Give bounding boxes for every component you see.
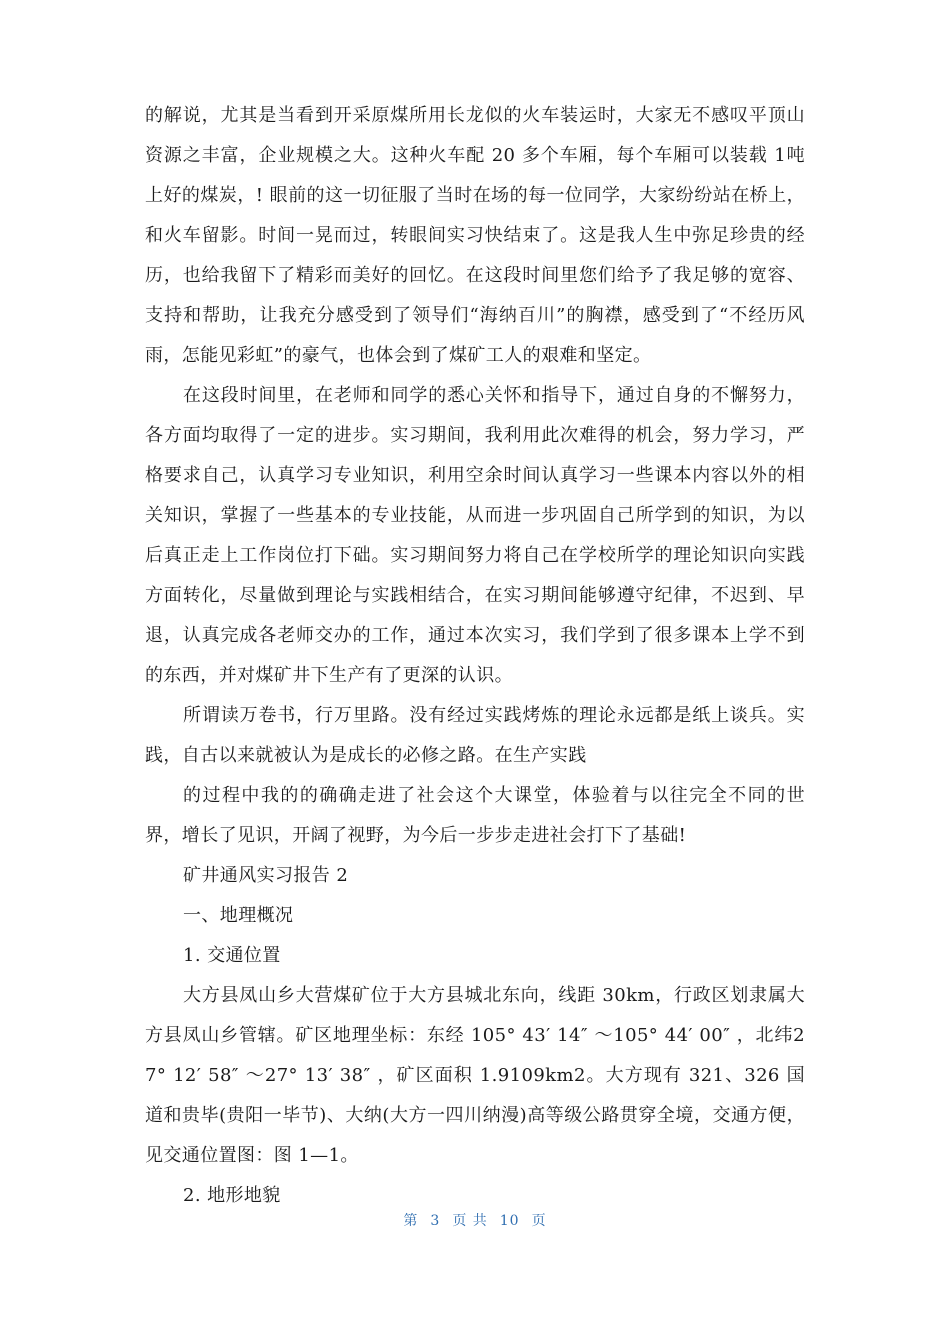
paragraph-transport: 大方县凤山乡大营煤矿位于大方县城北东向，线距 30km，行政区划隶属大方县凤山乡管辖。矿区地理坐标：东经 105° 43′ 14″ ～105° 44′ 00″ ，北纬27° 12′ 58″ ～27° 13′ 38″ ，矿区面积 1.9109km2。大方现有 321、326 国道和贵毕(贵阳一毕节)、大纳(大方一四川纳漫)高等级公路贯穿全境，交通方便，见交通位置图：图 1—1。 <box>145 985 805 1166</box>
footer-label-of: 页 共 <box>452 1213 488 1229</box>
paragraph-4: 的过程中我的的确确走进了社会这个大课堂，体验着与以往完全不同的世界，增长了见识，开阔了视野，为今后一步步走进社会打下了基础! <box>145 785 805 846</box>
footer-total-pages: 10 <box>499 1213 520 1229</box>
heading-terrain: 2. 地形地貌 <box>183 1185 281 1206</box>
document-body <box>145 96 805 1216</box>
footer-label-pages: 页 <box>531 1213 547 1229</box>
footer-current-page: 3 <box>430 1213 441 1229</box>
paragraph-1: 的解说，尤其是当看到开采原煤所用长龙似的火车装运时，大家无不感叹平顶山资源之丰富，企业规模之大。这种火车配 20 多个车厢，每个车厢可以装载 1吨上好的煤炭，! 眼前的这一切征服了当时在场的每一位同学，大家纷纷站在桥上，和火车留影。时间一晃而过，转眼间实习快结束了。这是我人生中弥足珍贵的经历，也给我留下了精彩而美好的回忆。在这段时间里您们给予了我足够的宽容、支持和帮助，让我充分感受到了领导们“海纳百川”的胸襟，感受到了“不经历风雨，怎能见彩虹”的豪气，也体会到了煤矿工人的艰难和坚定。 <box>145 105 805 366</box>
section-title: 矿井通风实习报告 2 <box>183 865 349 886</box>
heading-transport: 1. 交通位置 <box>183 945 281 966</box>
footer-label-page: 第 <box>403 1213 419 1229</box>
heading-geography: 一、地理概况 <box>183 905 294 926</box>
paragraph-2: 在这段时间里，在老师和同学的悉心关怀和指导下，通过自身的不懈努力，各方面均取得了一定的进步。实习期间，我利用此次难得的机会，努力学习，严格要求自己，认真学习专业知识，利用空余时间认真学习一些课本内容以外的相关知识，掌握了一些基本的专业技能，从而进一步巩固自己所学到的知识，为以后真正走上工作岗位打下础。实习期间努力将自己在学校所学的理论知识向实践方面转化，尽量做到理论与实践相结合，在实习期间能够遵守纪律，不迟到、早退，认真完成各老师交办的工作，通过本次实习，我们学到了很多课本上学不到的东西，并对煤矿井下生产有了更深的认识。 <box>145 385 805 686</box>
page-footer <box>0 1210 950 1230</box>
paragraph-3: 所谓读万卷书，行万里路。没有经过实践烤炼的理论永远都是纸上谈兵。实践，自古以来就被认为是成长的必修之路。在生产实践 <box>145 705 805 766</box>
